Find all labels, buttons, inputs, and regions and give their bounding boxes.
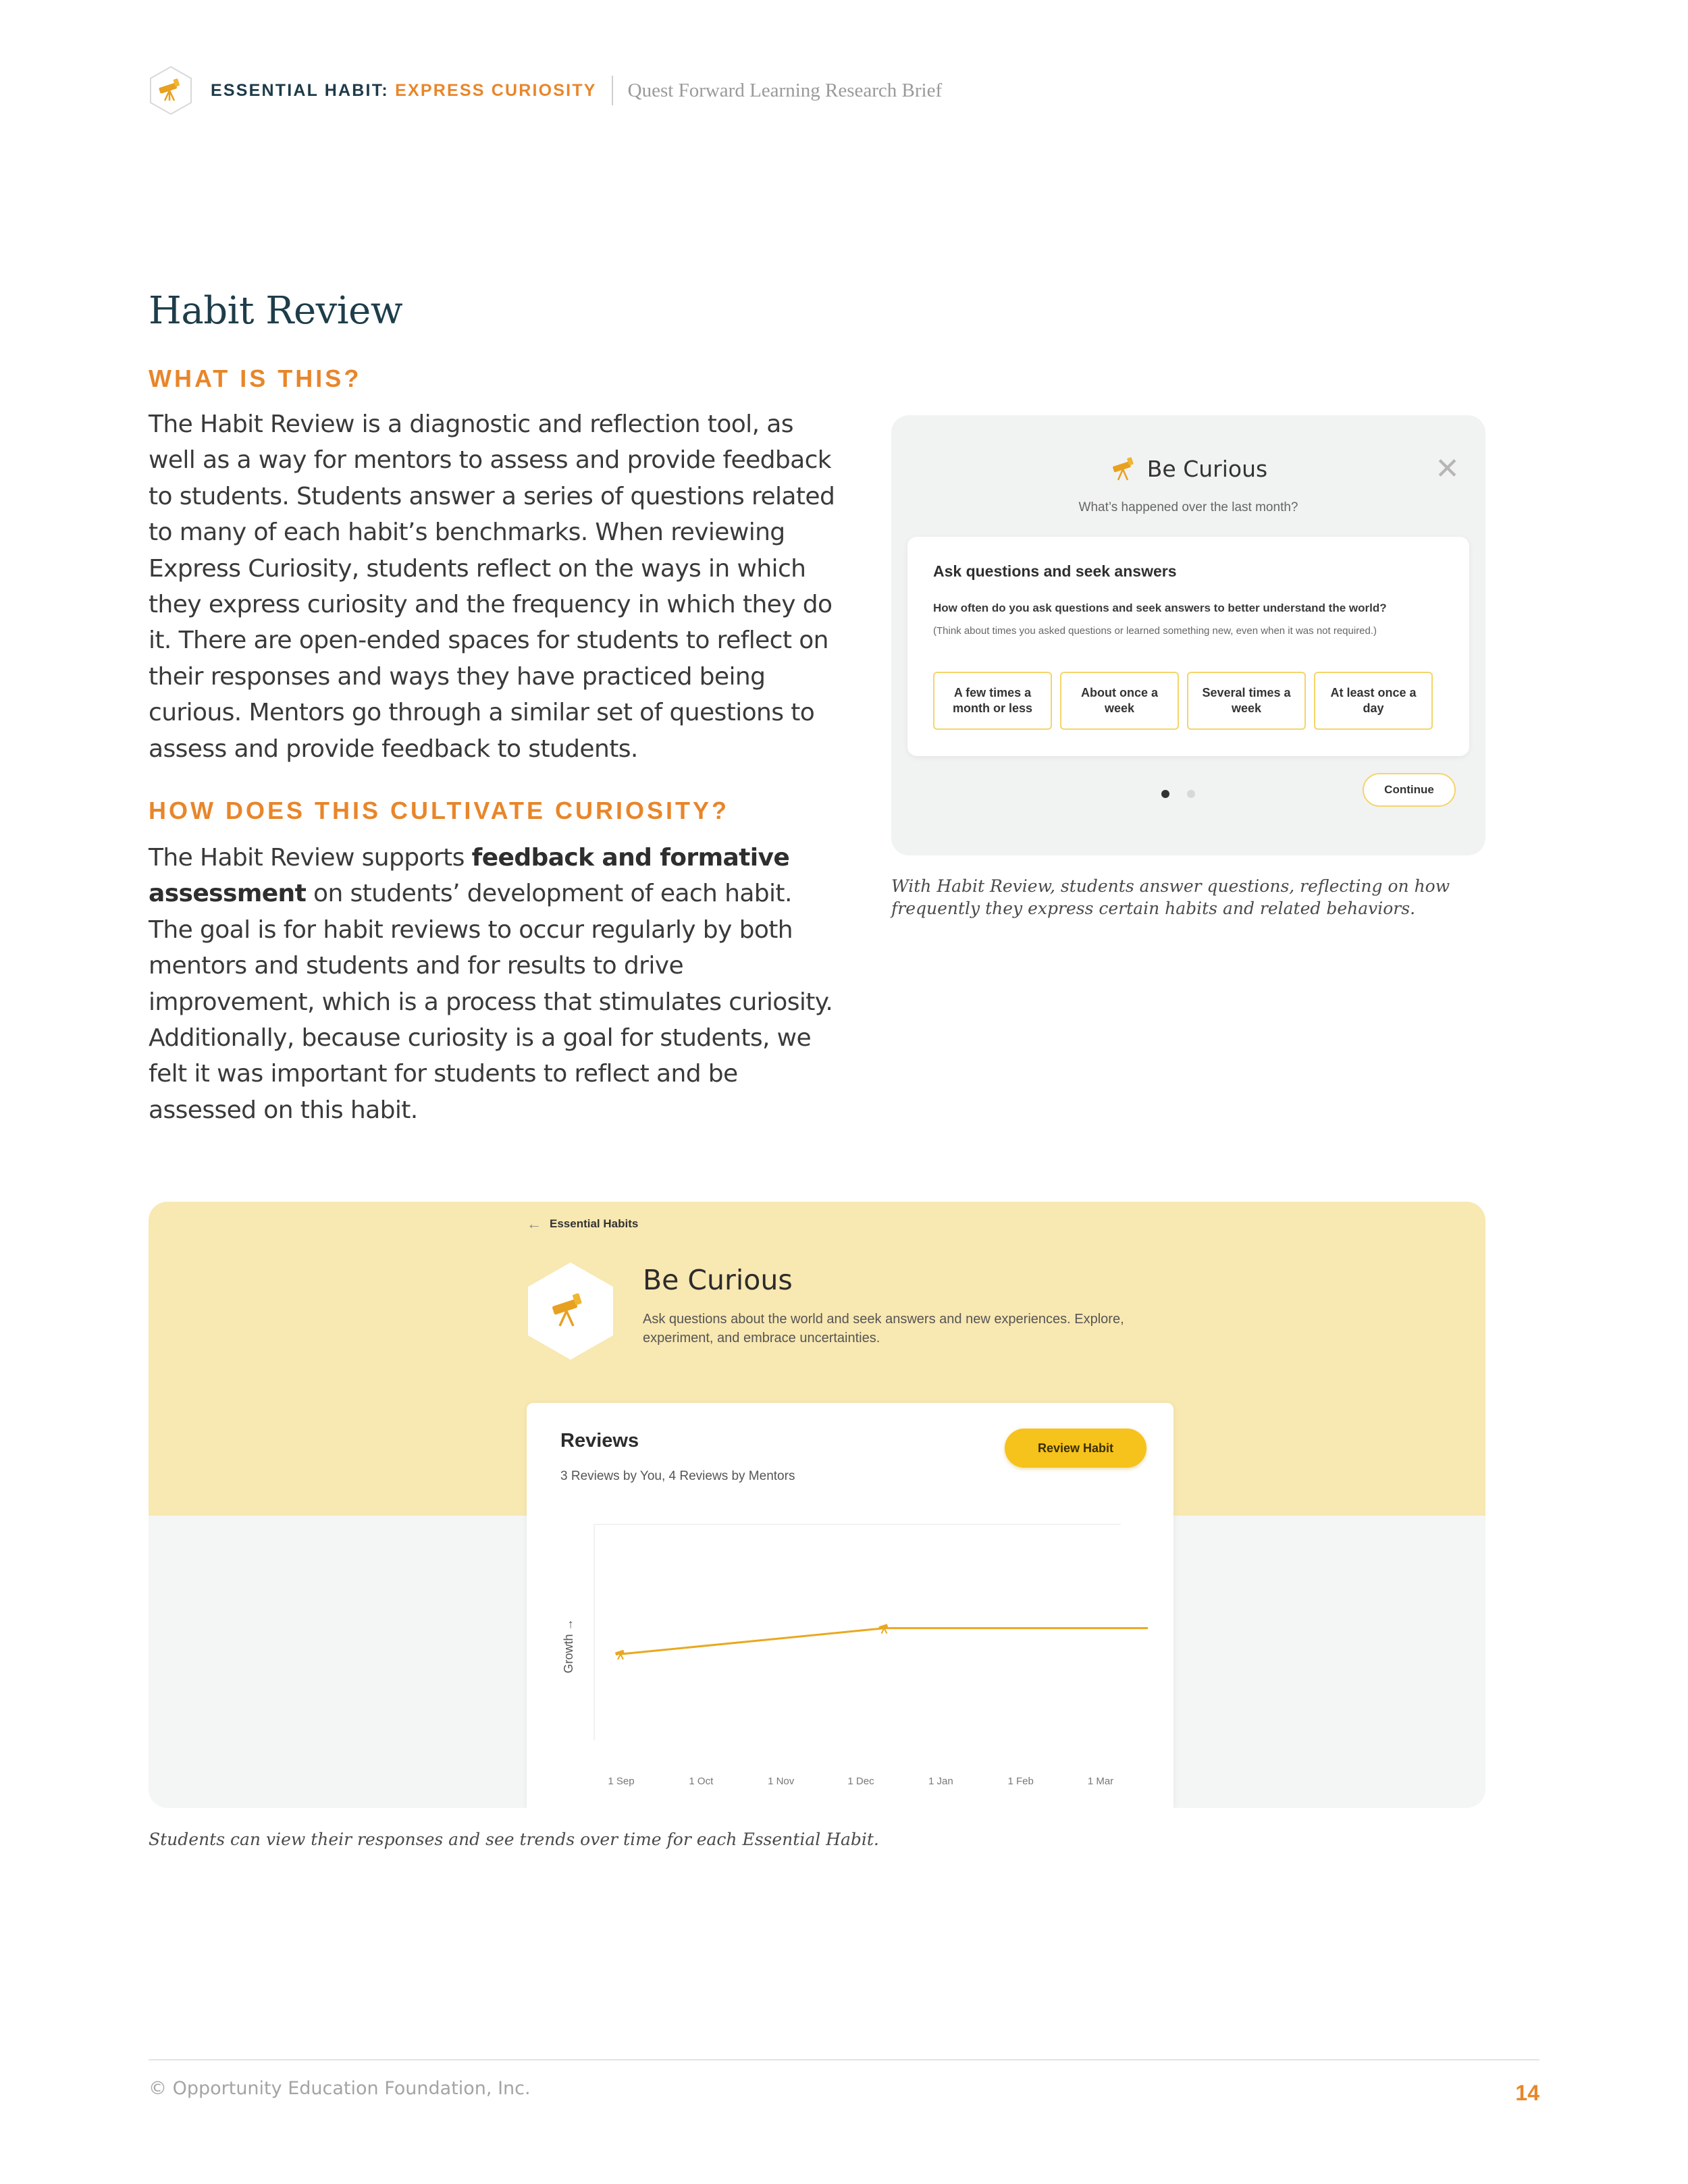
x-tick-label: 1 Dec <box>847 1776 874 1787</box>
close-icon[interactable]: ✕ <box>1435 452 1460 485</box>
how-body-post: on students’ development of each habit. The goal is for habit reviews to occur regularly by both mentors and students and for results to drive improvement, which is a process that stimulates curiosity. Additionally, because curiosity is a goal for students, we felt it was important for students to reflect and be assessed on this habit. <box>149 880 833 1124</box>
x-tick-label: 1 Sep <box>608 1776 635 1787</box>
review-habit-button[interactable]: Review Habit <box>1005 1429 1146 1468</box>
pagination-dots <box>1161 790 1195 798</box>
telescope-icon <box>149 65 193 115</box>
header-subtitle: Quest Forward Learning Research Brief <box>627 79 943 101</box>
footer-copyright: © Opportunity Education Foundation, Inc. <box>149 2078 531 2099</box>
section-title: Habit Review <box>149 289 403 333</box>
how-body <box>149 840 837 1128</box>
x-tick-label: 1 Oct <box>689 1776 714 1787</box>
series-line <box>621 1628 1148 1654</box>
habit-title: Be Curious <box>643 1264 793 1296</box>
modal-title: Be Curious <box>1146 456 1268 482</box>
page-dot-active[interactable] <box>1161 790 1169 798</box>
page-header <box>149 65 942 116</box>
reviews-count: 3 Reviews by You, 4 Reviews by Mentors <box>560 1469 795 1483</box>
modal-title-row <box>891 452 1485 485</box>
x-tick-label: 1 Nov <box>768 1776 795 1787</box>
option-once-a-day[interactable]: At least once a day <box>1314 672 1433 730</box>
frequency-options <box>933 672 1433 730</box>
what-heading: WHAT IS THIS? <box>149 365 362 392</box>
x-tick-label: 1 Feb <box>1007 1776 1034 1787</box>
x-tick-label: 1 Jan <box>928 1776 953 1787</box>
header-title <box>211 81 597 101</box>
footer-divider <box>149 2059 1539 2060</box>
question-text: How often do you ask questions and seek answers to better understand the world? <box>933 602 1387 614</box>
reviews-title: Reviews <box>560 1430 639 1451</box>
continue-button[interactable]: Continue <box>1363 773 1456 807</box>
option-several-times-week[interactable]: Several times a week <box>1187 672 1306 730</box>
arrow-left-icon: ← <box>527 1215 542 1232</box>
question-note: (Think about times you asked questions or learned something new, even when it was not required.) <box>933 625 1377 637</box>
how-body-bold: feedback and formative assessment <box>149 844 790 908</box>
what-body: The Habit Review is a diagnostic and reflection tool, as well as a way for mentors to assess and provide feedback to students. Students answer a series of questions related to many of each habit’s benchmarks. When reviewing Express Curiosity, students reflect on the ways in which they express curiosity and the frequency in which they do it. There are open-ended spaces for students to reflect on their responses and ways they have practiced being curious. Mentors go through a similar set of questions to assess and provide feedback to students. <box>149 410 835 763</box>
how-body-pre: The Habit Review supports <box>149 844 472 872</box>
modal-subtitle: What’s happened over the last month? <box>1078 500 1298 514</box>
habit-description: Ask questions about the world and seek answers and new experiences. Explore, experiment, and embrace uncertainties. <box>643 1312 1124 1346</box>
growth-chart <box>554 1511 1148 1794</box>
question-card <box>907 537 1469 756</box>
telescope-icon <box>1109 457 1139 481</box>
header-title-prefix: ESSENTIAL HABIT: <box>211 80 389 100</box>
page-dot[interactable] <box>1187 790 1195 798</box>
reviews-panel <box>527 1403 1173 1808</box>
x-tick-labels <box>608 1776 1113 1787</box>
habit-page-caption: Students can view their responses and see trends over time for each Essential Habit. <box>149 1830 879 1849</box>
chart-series <box>615 1624 1148 1659</box>
habit-review-modal-screenshot <box>891 415 1485 855</box>
y-axis-label: Growth → <box>562 1618 575 1674</box>
habit-badge <box>149 65 193 115</box>
back-link[interactable] <box>527 1215 638 1233</box>
modal-caption: With Habit Review, students answer questions, reflecting on how frequently they express certain habits and related behaviors. <box>891 876 1450 918</box>
option-few-times-month[interactable]: A few times a month or less <box>933 672 1052 730</box>
page-number: 14 <box>1515 2081 1539 2105</box>
option-once-a-week[interactable]: About once a week <box>1060 672 1179 730</box>
question-title: Ask questions and seek answers <box>933 562 1177 580</box>
back-link-label: Essential Habits <box>550 1217 639 1230</box>
habit-page-screenshot <box>149 1202 1485 1808</box>
how-heading: HOW DOES THIS CULTIVATE CURIOSITY? <box>149 797 729 824</box>
header-divider <box>612 76 613 105</box>
x-tick-label: 1 Mar <box>1087 1776 1114 1787</box>
telescope-icon <box>527 1261 614 1361</box>
header-title-accent: EXPRESS CURIOSITY <box>395 80 597 100</box>
